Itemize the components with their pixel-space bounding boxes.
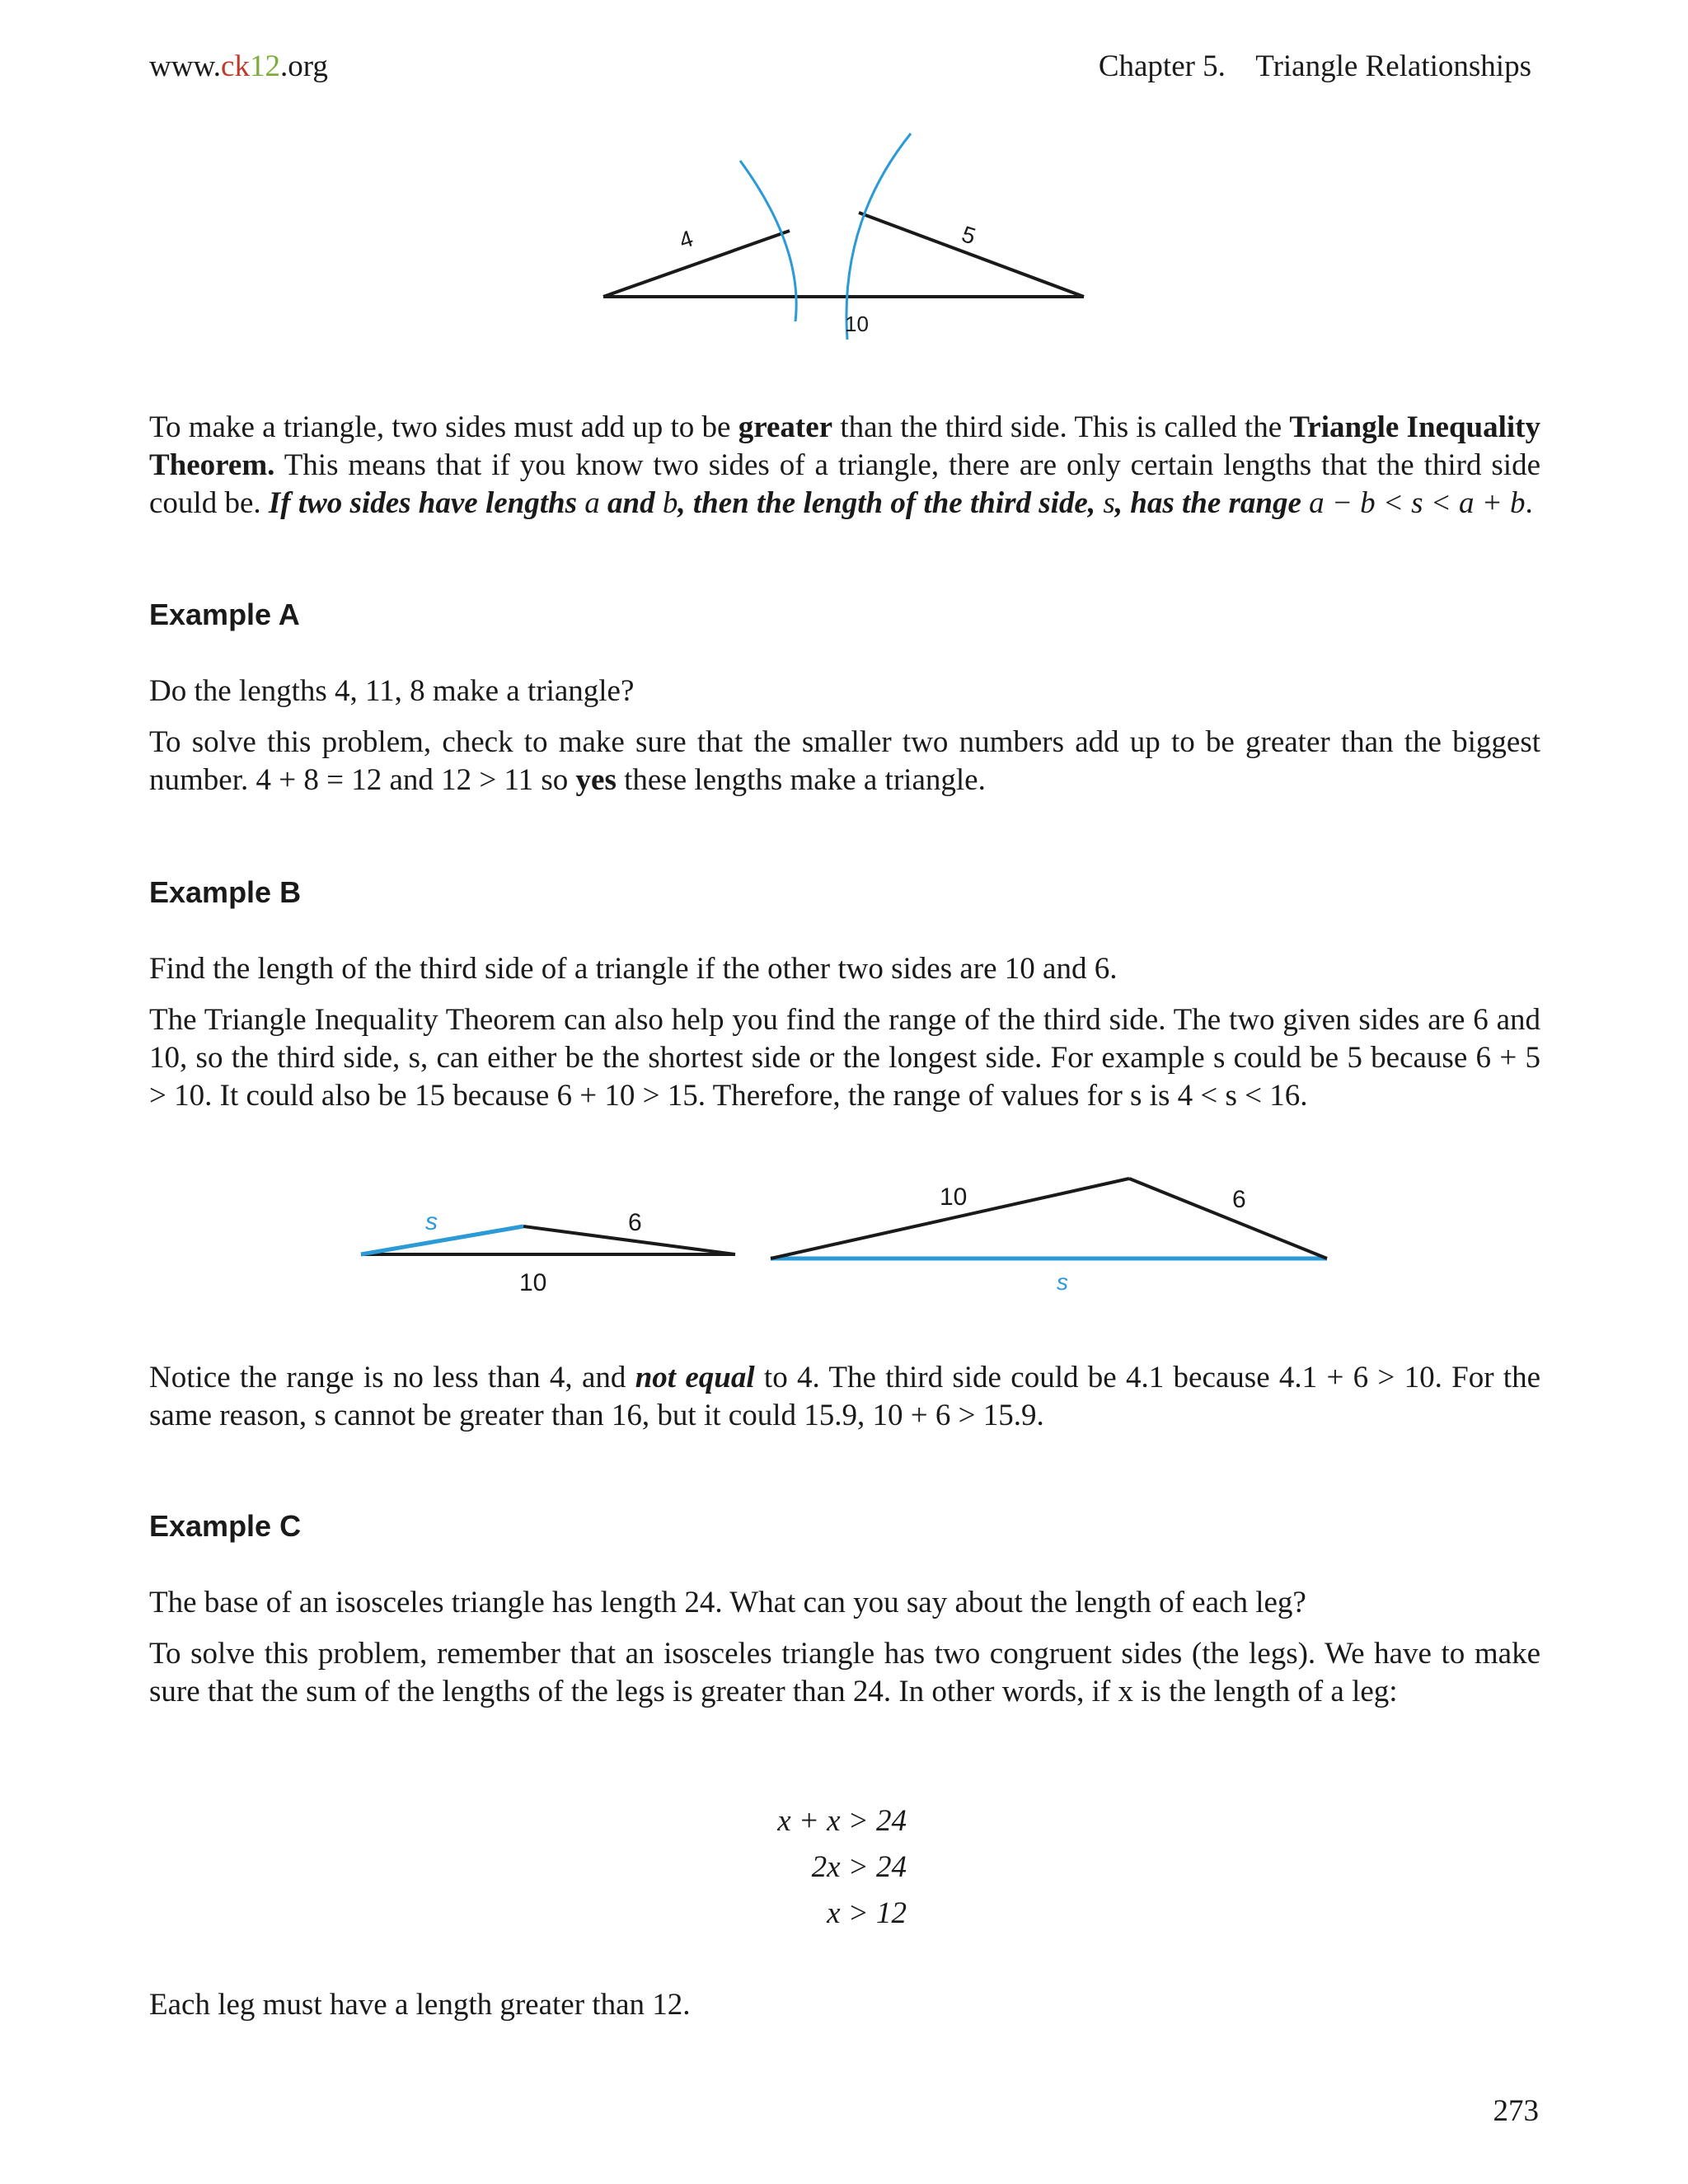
equation-line-3: x > 12 <box>827 1896 907 1930</box>
long-side-6 <box>1129 1179 1327 1258</box>
page-number: 273 <box>1493 2094 1539 2128</box>
chapter-title: Chapter 5. Triangle Relationships <box>1098 49 1531 83</box>
theorem-greater: greater <box>738 410 833 444</box>
label-4: 4 <box>676 225 696 254</box>
short-label-s: s <box>425 1208 438 1235</box>
example-c-heading: Example C <box>149 1509 302 1543</box>
example-a-question: Do the lengths 4, 11, 8 make a triangle? <box>149 674 635 708</box>
short-label-10: 10 <box>519 1269 547 1296</box>
label-10: 10 <box>845 312 869 336</box>
theorem-text-1: To make a triangle, two sides must add up to be <box>149 410 738 444</box>
example-a-solution-1: To solve this problem, check to make sure that the smaller two numbers add up to be greater than the biggest number. 4 + 8 = 12 and 12 > 11 so <box>149 725 1540 797</box>
theorem-name: Triangle Inequality Theorem. <box>149 410 1540 482</box>
example-a-solution-3: these lengths make a triangle. <box>616 763 986 797</box>
site-url-prefix: www. <box>149 49 222 83</box>
theorem-rule-and: and <box>599 486 663 520</box>
example-b-heading: Example B <box>149 875 302 909</box>
equation-line-2: 2x > 24 <box>811 1850 907 1884</box>
theorem-text-3: than the third side. This is called the <box>832 410 1290 444</box>
example-b-question: Find the length of the third side of a triangle if the other two sides are 10 and 6. <box>149 952 1118 986</box>
range-triangles-figure <box>346 1162 1352 1302</box>
example-c-question: The base of an isosceles triangle has length 24. What can you say about the length of each leg? <box>149 1586 1306 1619</box>
theorem-paragraph <box>149 409 1540 523</box>
theorem-rule-2: , then the length of the third side, <box>678 486 1104 520</box>
site-url-suffix: .org <box>279 49 328 83</box>
example-b-notice <box>149 1359 1540 1435</box>
range-formula: a − b < s < a + b <box>1309 486 1526 520</box>
example-a-solution <box>149 724 1540 799</box>
example-a-heading: Example A <box>149 598 300 631</box>
notice-text-3: to 4. The third side could be 4.1 because 4.1 + 6 > 10. For the same reason, s cannot be greater than 16, but it could 15.9, 10 + 6 > 15.9. <box>149 1361 1541 1432</box>
long-s-triangle <box>771 1179 1327 1295</box>
var-s: s <box>1103 486 1115 520</box>
triangle-construction-figure <box>577 124 1104 346</box>
example-c-body: To solve this problem, remember that an isosceles triangle has two congruent sides (the legs). We have to make sure that the sum of the lengths of the legs is greater than 24. In other words, if x is the length of a leg: <box>149 1637 1540 1708</box>
example-b-body: The Triangle Inequality Theorem can also help you find the range of the third side. The two given sides are 6 and 10, so the third side, s, can either be the shortest side or the longest side. For example s could be 5 because 6 + 5 > 10. It could also be 15 because 6 + 10 > 15. Therefore, the range of values for s is 4 < s < 16. <box>149 1003 1540 1113</box>
long-label-6: 6 <box>1232 1186 1246 1213</box>
notice-text-1: Notice the range is no less than 4, and <box>149 1361 635 1394</box>
equation-line-1: x + x > 24 <box>777 1804 907 1838</box>
equation-block <box>701 1798 907 1937</box>
short-label-6: 6 <box>628 1209 642 1236</box>
arc-right <box>846 134 911 340</box>
label-5: 5 <box>959 221 979 250</box>
short-side-s <box>361 1226 523 1254</box>
long-label-s: s <box>1057 1269 1068 1295</box>
theorem-text-5: This means that if you know two sides of a triangle, there are only certain lengths that the third side could be. <box>149 448 1540 520</box>
example-c-conclusion: Each leg must have a length greater than 12. <box>149 1988 691 2022</box>
site-url-12: 12 <box>249 49 280 83</box>
site-url[interactable] <box>149 48 328 86</box>
example-a-yes: yes <box>575 763 617 797</box>
side-4-segment <box>603 231 790 297</box>
var-a: a <box>584 486 600 520</box>
site-url-ck: ck <box>221 49 250 83</box>
theorem-rule-3: , has the range <box>1114 486 1310 520</box>
short-s-triangle <box>361 1208 735 1296</box>
theorem-period: . <box>1525 486 1533 520</box>
long-label-10: 10 <box>940 1183 968 1211</box>
theorem-rule-1: If two sides have lengths <box>268 486 585 520</box>
var-b: b <box>662 486 678 520</box>
notice-not-equal: not equal <box>635 1361 755 1394</box>
